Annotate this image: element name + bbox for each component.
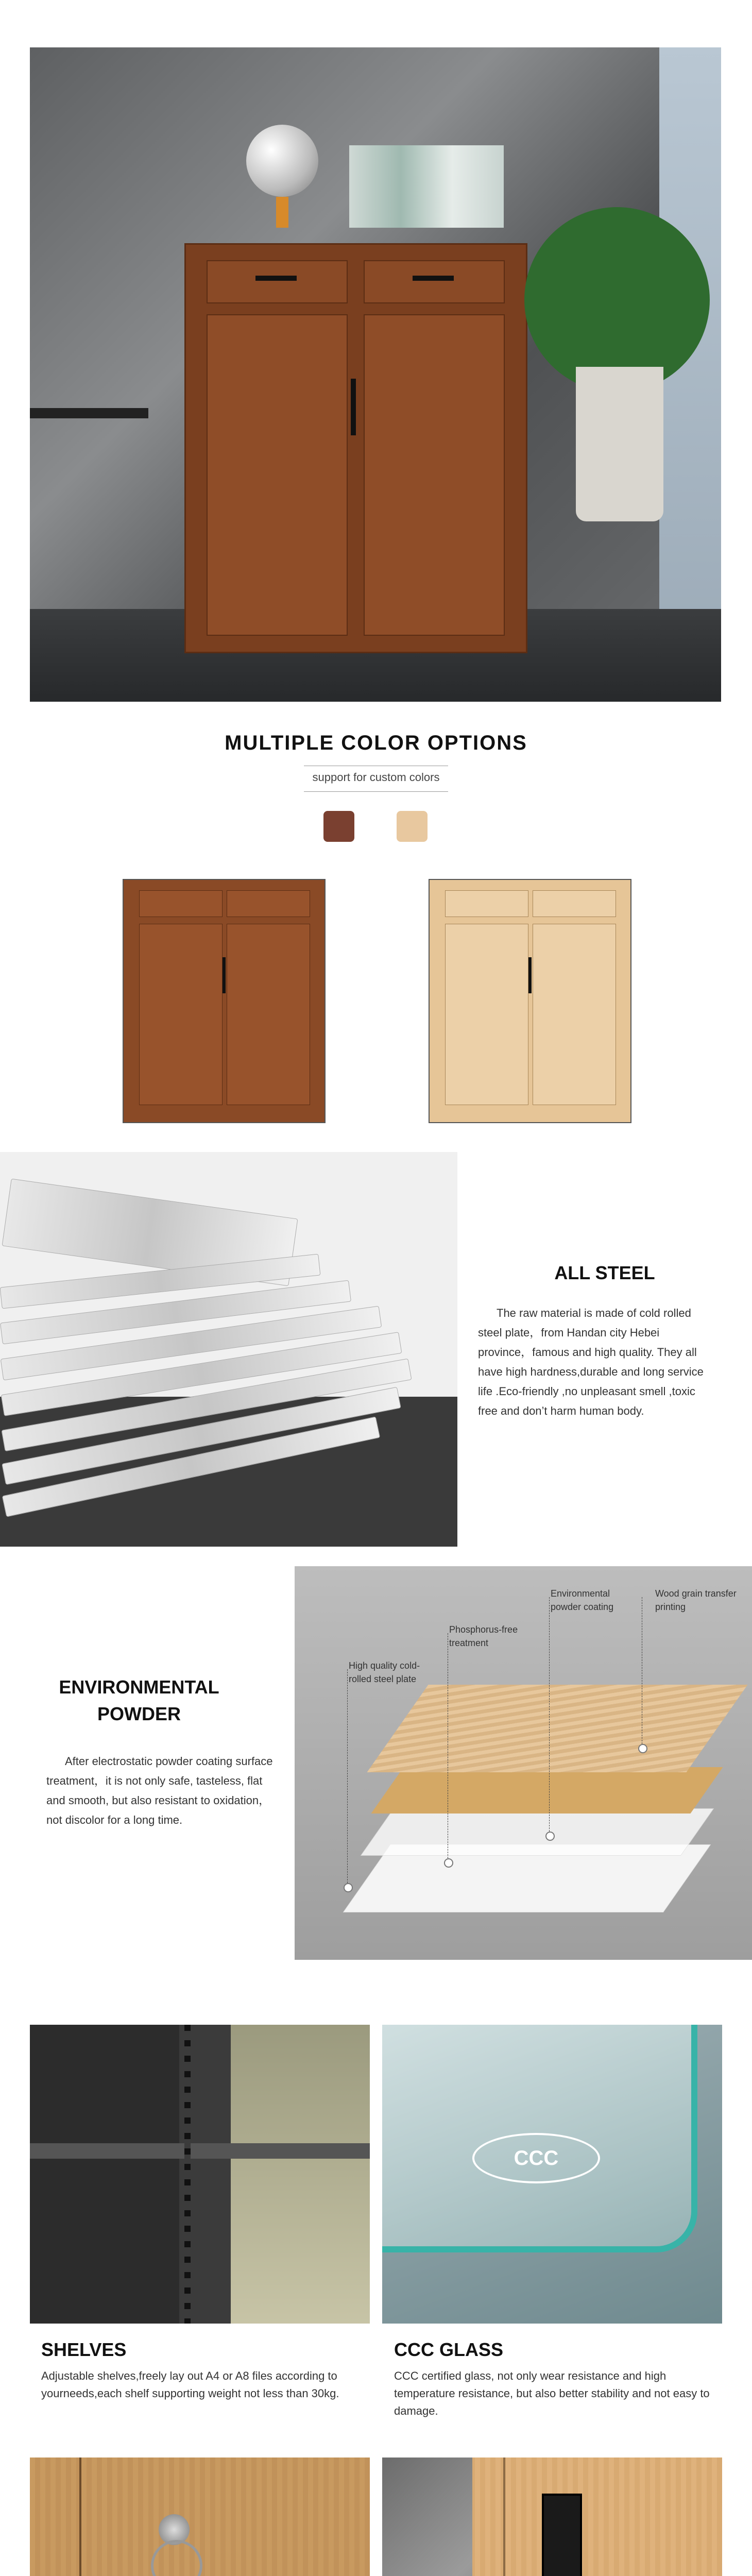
drawer bbox=[227, 890, 310, 917]
label-steel-plate: High quality cold-rolled steel plate bbox=[349, 1660, 420, 1684]
swatch-oak[interactable] bbox=[397, 811, 428, 842]
ccc-logo bbox=[472, 2133, 600, 2183]
layer-powder bbox=[371, 1767, 723, 1814]
label-phosphorus: Phosphorus-free treatment bbox=[449, 1624, 518, 1648]
drawer bbox=[445, 890, 528, 917]
shelf-slots bbox=[184, 2025, 191, 2324]
marker-dot bbox=[344, 1883, 353, 1892]
env-body: After electrostatic powder coating surface treatment，it is not only safe, tasteless, flat and smooth, but also resistant to oxidation，not discolor for a long time. bbox=[46, 1755, 273, 1826]
drawer bbox=[533, 890, 616, 917]
marker-dot bbox=[638, 1744, 647, 1753]
label-wood: Wood grain transfer printing bbox=[655, 1588, 737, 1612]
plant-pot bbox=[576, 367, 663, 521]
cabinet-walnut bbox=[123, 879, 326, 1123]
hero-photo bbox=[30, 47, 721, 702]
feature-title-shelves: SHELVES bbox=[41, 2339, 127, 2360]
env-title-line1: ENVIRONMENTAL bbox=[59, 1676, 219, 1698]
marker-dot bbox=[444, 1858, 453, 1868]
books bbox=[349, 145, 504, 228]
steel-image bbox=[0, 1152, 457, 1547]
swatch-walnut[interactable] bbox=[323, 811, 354, 842]
door bbox=[533, 924, 616, 1105]
handle-image bbox=[382, 2458, 722, 2576]
door bbox=[139, 924, 223, 1105]
door-handle bbox=[528, 957, 532, 993]
layer-wood bbox=[367, 1685, 747, 1772]
globe bbox=[246, 125, 318, 197]
shelf bbox=[30, 2143, 370, 2159]
door-handle bbox=[223, 957, 226, 993]
door bbox=[445, 924, 528, 1105]
glass-image bbox=[382, 2025, 722, 2324]
steel-body: The raw material is made of cold rolled steel plate，from Handan city Hebei province，famous and high quality. They all have high hardness,durable and long service life .Eco-friendly ,no unpleasant smell ,toxic free and don’t harm human body. bbox=[478, 1307, 704, 1417]
plant bbox=[524, 207, 710, 393]
marker-line bbox=[448, 1633, 449, 1858]
marble-wall bbox=[382, 2458, 472, 2576]
door-right bbox=[364, 314, 505, 636]
desk bbox=[30, 408, 148, 418]
cabinet-oak bbox=[429, 879, 631, 1123]
drawer bbox=[139, 890, 223, 917]
globe-stand bbox=[276, 197, 288, 228]
feature-title-glass: CCC GLASS bbox=[394, 2339, 504, 2360]
layers-image bbox=[295, 1566, 752, 1960]
hero-cabinet bbox=[184, 243, 527, 653]
feature-desc-shelves: Adjustable shelves,freely lay out A4 or A8 files according to yourneeds,each shelf supporting weight not less than 30kg. bbox=[41, 2369, 339, 2400]
colors-subtitle: support for custom colors bbox=[312, 771, 440, 784]
door-gap bbox=[503, 2458, 505, 2576]
marker-dot bbox=[545, 1832, 555, 1841]
shelves-image bbox=[30, 2025, 370, 2324]
drawer-left bbox=[207, 260, 348, 303]
lock-image bbox=[30, 2458, 370, 2576]
drawer-handle bbox=[413, 276, 454, 281]
feature-desc-glass: CCC certified glass, not only wear resistance and high temperature resistance, but also better stability and not easy to damage. bbox=[394, 2369, 710, 2417]
recessed-handle bbox=[542, 2494, 582, 2576]
door bbox=[227, 924, 310, 1105]
colors-title: MULTIPLE COLOR OPTIONS bbox=[225, 732, 527, 754]
drawer-right bbox=[364, 260, 505, 303]
env-title-line2: POWDER bbox=[97, 1703, 181, 1724]
door-left bbox=[207, 314, 348, 636]
door-gap bbox=[79, 2458, 81, 2576]
marker-line bbox=[347, 1669, 348, 1883]
key-ring bbox=[151, 2540, 202, 2576]
label-powder: Environmental powder coating bbox=[551, 1588, 614, 1612]
steel-title: ALL STEEL bbox=[554, 1262, 655, 1283]
ccc-logo-text: CCC bbox=[514, 2146, 559, 2170]
subtitle-rule bbox=[304, 791, 448, 792]
layer-phosphorus bbox=[361, 1808, 714, 1856]
back-panel bbox=[231, 2025, 370, 2324]
marker-line bbox=[642, 1597, 643, 1744]
door-handle bbox=[351, 379, 356, 435]
marker-line bbox=[549, 1597, 550, 1832]
drawer-handle bbox=[255, 276, 297, 281]
